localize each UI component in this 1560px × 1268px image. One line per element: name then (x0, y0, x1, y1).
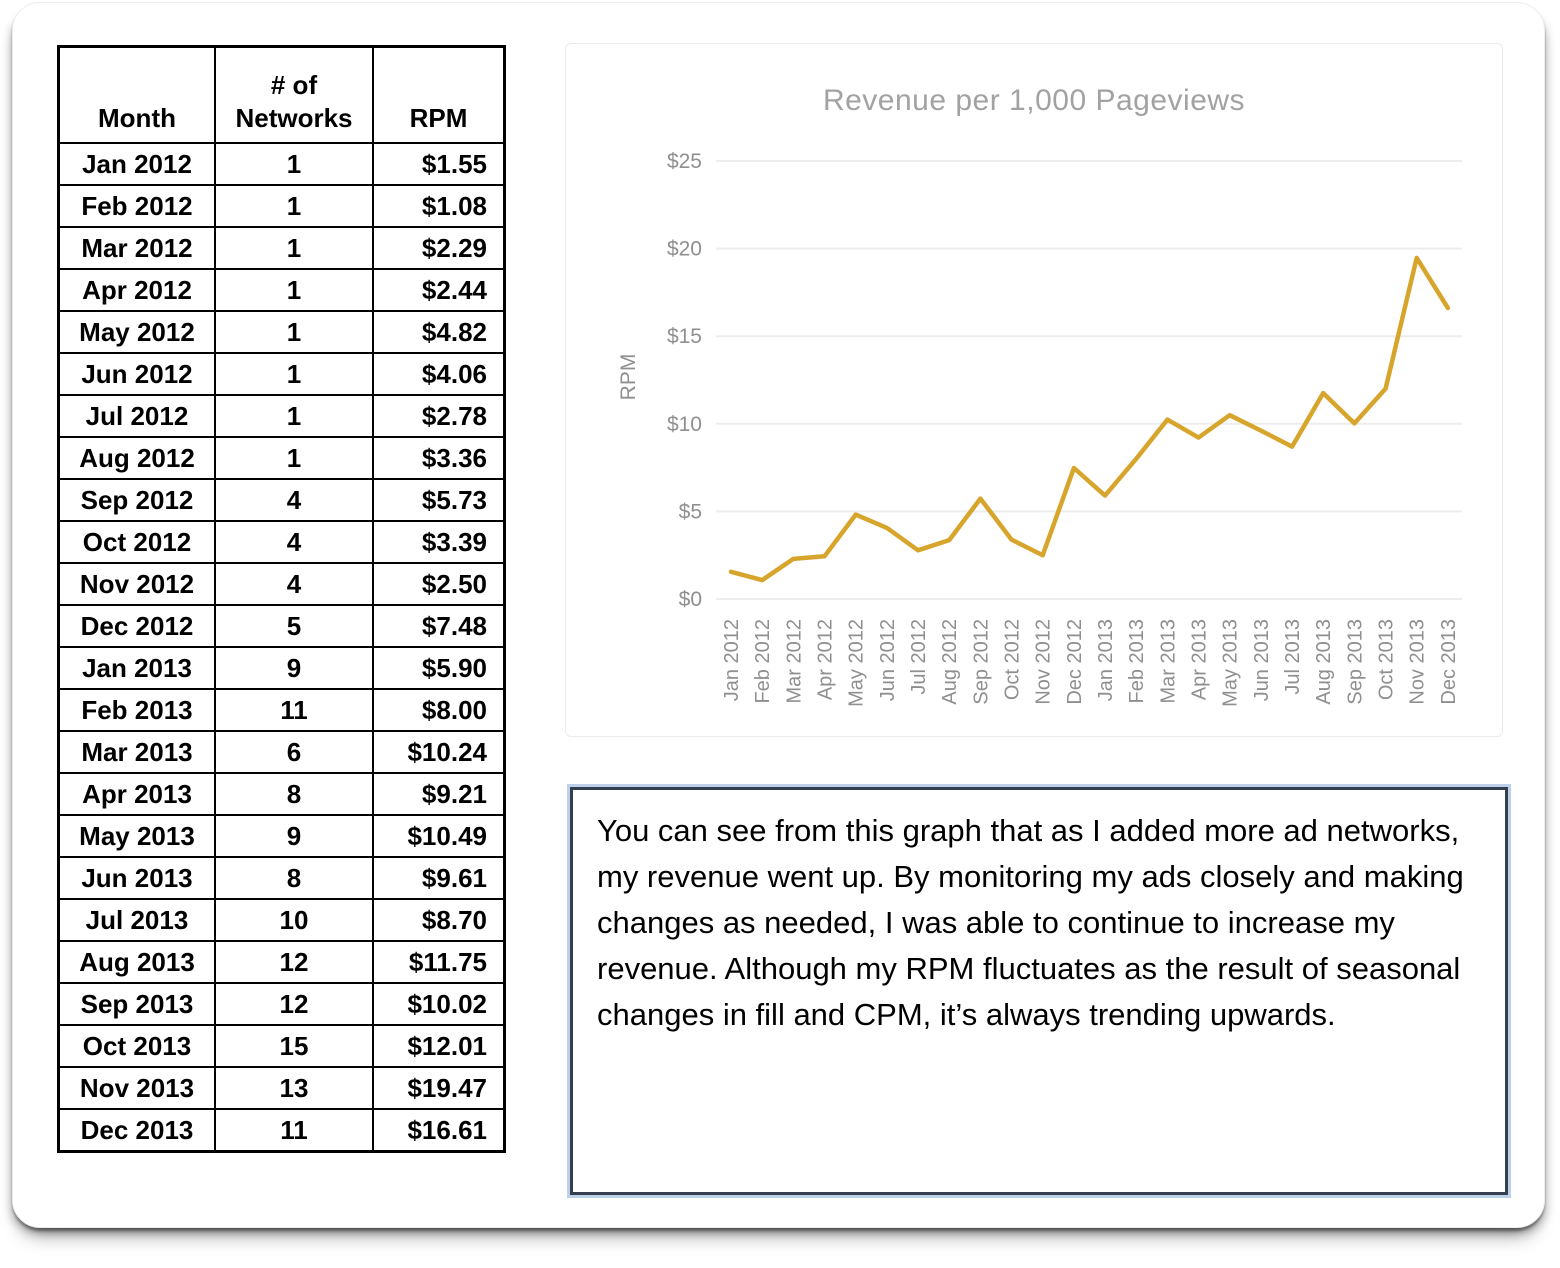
header-networks: # of Networks (215, 47, 373, 144)
cell-month: May 2013 (59, 815, 216, 857)
cell-networks: 13 (215, 1067, 373, 1109)
table-row (59, 647, 505, 689)
cell-rpm: $10.02 (373, 983, 505, 1025)
x-tick-label: Apr 2012 (814, 619, 837, 701)
cell-networks: 12 (215, 983, 373, 1025)
cell-rpm: $1.55 (373, 143, 505, 185)
cell-networks: 1 (215, 437, 373, 479)
table-row (59, 1109, 505, 1152)
table-row (59, 437, 505, 479)
cell-rpm: $8.00 (373, 689, 505, 731)
cell-month: Oct 2013 (59, 1025, 216, 1067)
table-row (59, 143, 505, 185)
cell-rpm: $5.90 (373, 647, 505, 689)
cell-networks: 4 (215, 521, 373, 563)
x-tick-label: Jun 2012 (876, 619, 899, 702)
cell-rpm: $10.49 (373, 815, 505, 857)
cell-networks: 1 (215, 353, 373, 395)
table-row (59, 899, 505, 941)
cell-month: Sep 2012 (59, 479, 216, 521)
cell-rpm: $9.21 (373, 773, 505, 815)
table-row (59, 1025, 505, 1067)
x-tick-label: Nov 2012 (1032, 619, 1055, 705)
table-row (59, 563, 505, 605)
cell-month: Feb 2013 (59, 689, 216, 731)
cell-month: Oct 2012 (59, 521, 216, 563)
cell-month: Feb 2012 (59, 185, 216, 227)
x-tick-label: Jun 2013 (1250, 619, 1273, 702)
x-tick-label: Aug 2012 (939, 619, 962, 705)
x-tick-label: Aug 2013 (1313, 619, 1336, 705)
rpm-chart-svg (566, 44, 1504, 738)
cell-rpm: $4.82 (373, 311, 505, 353)
cell-rpm: $12.01 (373, 1025, 505, 1067)
header-month: Month (59, 47, 216, 144)
table-row (59, 227, 505, 269)
cell-networks: 1 (215, 269, 373, 311)
cell-networks: 1 (215, 311, 373, 353)
x-tick-label: Sep 2012 (970, 619, 993, 705)
cell-networks: 11 (215, 689, 373, 731)
table-row (59, 689, 505, 731)
table-row (59, 773, 505, 815)
cell-rpm: $8.70 (373, 899, 505, 941)
cell-rpm: $2.29 (373, 227, 505, 269)
x-tick-label: Feb 2013 (1126, 619, 1149, 704)
table-row (59, 269, 505, 311)
cell-month: Jul 2013 (59, 899, 216, 941)
y-tick-label: $25 (666, 150, 702, 173)
cell-month: Dec 2012 (59, 605, 216, 647)
header-rpm: RPM (373, 47, 505, 144)
cell-networks: 4 (215, 479, 373, 521)
rpm-table (57, 45, 506, 1153)
x-tick-label: Apr 2013 (1188, 619, 1211, 701)
x-tick-label: Jul 2013 (1282, 619, 1305, 695)
cell-networks: 11 (215, 1109, 373, 1152)
cell-networks: 9 (215, 815, 373, 857)
cell-rpm: $9.61 (373, 857, 505, 899)
x-tick-label: Oct 2012 (1001, 619, 1024, 701)
cell-networks: 15 (215, 1025, 373, 1067)
y-tick-label: $5 (678, 500, 702, 524)
cell-month: Sep 2013 (59, 983, 216, 1025)
cell-networks: 8 (215, 773, 373, 815)
table-row (59, 857, 505, 899)
table-row (59, 605, 505, 647)
cell-month: Jul 2012 (59, 395, 216, 437)
cell-month: Aug 2012 (59, 437, 216, 479)
cell-rpm: $10.24 (373, 731, 505, 773)
cell-rpm: $2.50 (373, 563, 505, 605)
cell-networks: 9 (215, 647, 373, 689)
cell-month: Nov 2012 (59, 563, 216, 605)
cell-month: Dec 2013 (59, 1109, 216, 1152)
rpm-table-body (59, 143, 505, 1152)
table-row (59, 311, 505, 353)
cell-month: Apr 2012 (59, 269, 216, 311)
x-tick-label: Sep 2013 (1344, 619, 1367, 705)
y-tick-label: $20 (666, 237, 702, 261)
x-tick-label: Feb 2012 (752, 619, 775, 704)
table-row (59, 815, 505, 857)
cell-networks: 10 (215, 899, 373, 941)
rpm-table-head (59, 47, 505, 144)
table-row (59, 353, 505, 395)
cell-rpm: $3.39 (373, 521, 505, 563)
x-tick-label: Jul 2012 (908, 619, 931, 695)
table-row (59, 185, 505, 227)
cell-networks: 4 (215, 563, 373, 605)
table-row (59, 1067, 505, 1109)
cell-rpm: $1.08 (373, 185, 505, 227)
y-tick-label: $0 (678, 588, 702, 611)
x-tick-label: Nov 2013 (1406, 619, 1429, 705)
cell-rpm: $2.78 (373, 395, 505, 437)
table-header-row (59, 47, 505, 144)
x-tick-label: Mar 2013 (1157, 619, 1180, 704)
cell-month: Jan 2012 (59, 143, 216, 185)
x-tick-label: May 2013 (1219, 619, 1242, 707)
cell-month: Mar 2013 (59, 731, 216, 773)
x-tick-label: Dec 2012 (1063, 619, 1086, 705)
cell-month: May 2012 (59, 311, 216, 353)
cell-networks: 1 (215, 143, 373, 185)
cell-networks: 6 (215, 731, 373, 773)
cell-rpm: $4.06 (373, 353, 505, 395)
table-row (59, 479, 505, 521)
table-row (59, 983, 505, 1025)
cell-rpm: $11.75 (373, 941, 505, 983)
cell-month: Jun 2012 (59, 353, 216, 395)
cell-networks: 12 (215, 941, 373, 983)
cell-rpm: $3.36 (373, 437, 505, 479)
cell-networks: 8 (215, 857, 373, 899)
table-row (59, 395, 505, 437)
cell-rpm: $5.73 (373, 479, 505, 521)
x-tick-label: Jan 2013 (1095, 619, 1118, 702)
cell-networks: 1 (215, 227, 373, 269)
y-tick-label: $10 (666, 412, 702, 436)
note-box (570, 787, 1508, 1195)
x-tick-label: May 2012 (845, 619, 868, 707)
x-tick-label: Dec 2013 (1437, 619, 1460, 705)
cell-month: Apr 2013 (59, 773, 216, 815)
cell-month: Nov 2013 (59, 1067, 216, 1109)
x-tick-label: Oct 2013 (1375, 619, 1398, 701)
cell-rpm: $2.44 (373, 269, 505, 311)
x-tick-label: Jan 2012 (721, 619, 743, 702)
rpm-chart-panel (565, 43, 1503, 737)
cell-month: Aug 2013 (59, 941, 216, 983)
x-tick-label: Mar 2012 (783, 619, 806, 704)
table-row (59, 521, 505, 563)
note-text: You can see from this graph that as I added more ad networks, my revenue went up. By monitoring my ads closely and making changes as needed, I was able to continue to increase my revenue. Although my RPM fluctuates as the result of seasonal changes in fill and CPM, it’s always trending upwards. (597, 813, 1464, 1032)
cell-networks: 1 (215, 185, 373, 227)
table-row (59, 731, 505, 773)
cell-rpm: $19.47 (373, 1067, 505, 1109)
cell-month: Mar 2012 (59, 227, 216, 269)
chart-title: Revenue per 1,000 Pageviews (822, 84, 1246, 117)
table-row (59, 941, 505, 983)
y-tick-label: $15 (666, 325, 702, 349)
cell-networks: 5 (215, 605, 373, 647)
cell-rpm: $16.61 (373, 1109, 505, 1152)
cell-month: Jan 2013 (59, 647, 216, 689)
rpm-line-series (731, 258, 1448, 580)
y-axis-title: RPM (617, 353, 640, 401)
cell-rpm: $7.48 (373, 605, 505, 647)
cell-month: Jun 2013 (59, 857, 216, 899)
cell-networks: 1 (215, 395, 373, 437)
